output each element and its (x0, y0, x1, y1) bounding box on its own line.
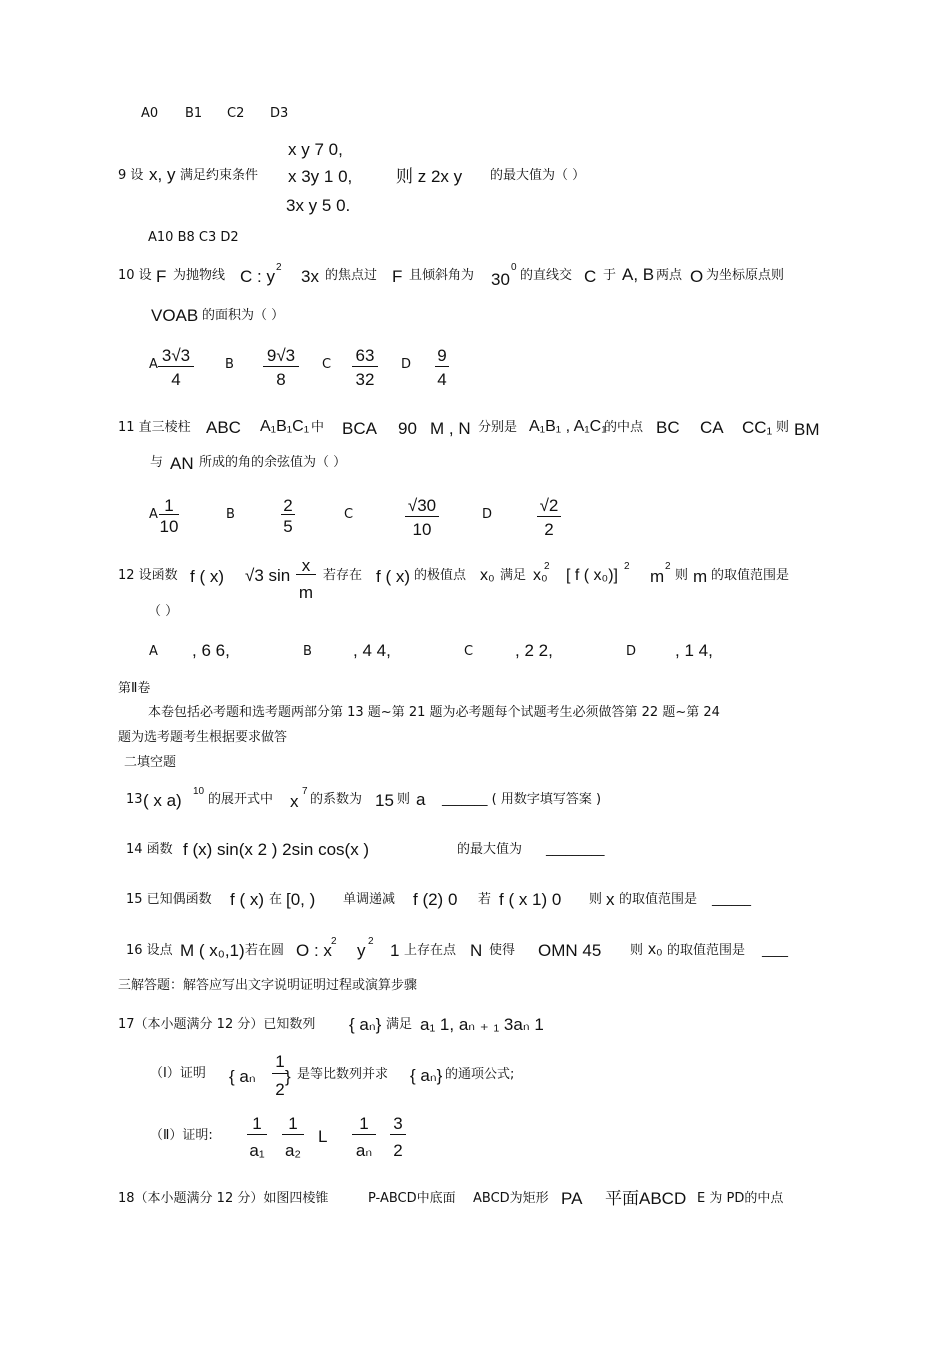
q10-option-d-bar (435, 366, 449, 367)
q15-interval: [0, ) (286, 890, 316, 909)
q16-text-a: 若在圆 (245, 943, 285, 958)
q17-part2-f3-bar (352, 1134, 376, 1135)
q17-recurrence: a₁ 1, aₙ ₊ ₁ 3aₙ 1 (420, 1015, 544, 1034)
q18-text-c: E 为 PD的中点 (697, 1191, 784, 1206)
q15-prefix: 15 已知偶函数 (126, 892, 212, 907)
q17-part2-f4-num: 3 (393, 1114, 403, 1133)
q16-x-exp: 2 (331, 936, 337, 947)
q10-c: C (584, 267, 597, 286)
q17-part2-dots: L (318, 1127, 328, 1146)
section-answer: 三解答题：解答应写出文字说明证明过程或演算步骤 (118, 978, 418, 993)
q17-part2-f2-num: 1 (288, 1114, 298, 1133)
q11-angle: BCA (342, 419, 377, 438)
q12-m2: m (650, 567, 665, 586)
q10-option-a-letter: A (149, 357, 158, 372)
q17-part1-frac-num: 1 (275, 1052, 285, 1071)
q10-prefix: 10 设 (118, 268, 152, 283)
q10-option-d-num: 9 (437, 346, 447, 365)
q13-value: 15 (375, 791, 394, 810)
q16-point: M ( x₀,1) (180, 941, 245, 960)
q10-text-b: 的焦点过 (325, 268, 378, 283)
q10-option-b-bar (263, 366, 299, 367)
q17-part1-text: 是等比数列并求 (297, 1067, 389, 1082)
q11-ca: CA (700, 418, 724, 437)
q12-option-b-letter: B (303, 644, 312, 659)
q17-part1-text2: 的通项公式; (445, 1067, 515, 1082)
q11-bm: BM (794, 420, 820, 439)
q16-y: y (357, 941, 366, 960)
q15-inequality: f ( x 1) 0 (499, 890, 562, 909)
part2-title: 第Ⅱ卷 (118, 681, 151, 696)
section-fill-in-blank: 二填空题 (124, 755, 177, 770)
q13-x-exp: 7 (302, 786, 308, 797)
q10-parabola-rhs: 3x (301, 267, 319, 286)
q8-option-c: C2 (227, 106, 245, 121)
q10-option-c-den: 32 (355, 370, 375, 389)
q11-option-a-den: 10 (159, 517, 179, 536)
q17-part2-f3-num: 1 (359, 1114, 369, 1133)
q17-part2-f2-den: a₂ (284, 1141, 302, 1160)
q9-vars: x, y (149, 165, 176, 184)
q17-part1-seq2: { aₙ} (410, 1066, 443, 1085)
q17-part2-f1-den: a₁ (249, 1141, 265, 1160)
q9-constraint-3: 3x y 5 0. (286, 196, 351, 215)
q10-option-b-den: 8 (276, 370, 286, 389)
q12-text-b: 的极值点 (414, 568, 467, 583)
q10-option-c-bar (352, 366, 378, 367)
q12-option-a: , 6 6, (192, 641, 230, 660)
q11-zhong: 中 (311, 420, 325, 435)
q16-x0: x₀ (648, 941, 663, 958)
q11-option-d-num: √2 (539, 496, 559, 515)
q9-prefix: 9 设 (118, 168, 144, 183)
q17-sequence: { aₙ} (349, 1015, 382, 1034)
q15-text-d: 则 (589, 892, 603, 907)
q14-text: 的最大值为 (457, 842, 523, 857)
q10-degree: 0 (511, 262, 517, 273)
q11-mn: M , N (430, 419, 471, 438)
q11-option-b-bar (281, 514, 295, 515)
q11-option-c-letter: C (344, 507, 354, 522)
q9-objective: 则 z 2x y (396, 167, 463, 186)
q14-prefix: 14 函数 (126, 842, 173, 857)
q11-prefix: 11 直三棱柱 (118, 420, 191, 435)
q10-option-a-den: 4 (171, 370, 181, 389)
q10-option-a-num: 3√3 (161, 346, 191, 365)
q12-option-a-letter: A (149, 644, 158, 659)
q17-part1-seq: { aₙ (229, 1067, 256, 1086)
q10-text-c: 且倾斜角为 (409, 268, 475, 283)
q18-prefix: 18（本小题满分 12 分）如图四棱锥 (118, 1191, 329, 1206)
q12-m2-exp: 2 (665, 561, 671, 572)
q18-text-b: ABCD为矩形 (473, 1191, 549, 1206)
q12-fx2: f ( x) (376, 567, 410, 586)
q10-option-d-den: 4 (437, 370, 447, 389)
q14-blank: _________ (546, 842, 605, 857)
q10-f2: F (392, 267, 403, 286)
q11-option-c-num: √30 (407, 496, 437, 515)
q11-option-d-bar (537, 516, 561, 517)
q10-text-a: 为抛物线 (173, 268, 226, 283)
q11-an: AN (170, 454, 194, 473)
q10-angle: 30 (491, 270, 510, 289)
q10-triangle: VOAB (151, 306, 199, 325)
q13-x: x (290, 792, 299, 811)
q12-x0sq: x₀ (533, 567, 548, 584)
q18-pa: PA (561, 1189, 583, 1208)
q11-option-d-letter: D (482, 507, 493, 522)
q12-option-c: , 2 2, (515, 641, 553, 660)
q15-text-a: 在 (269, 892, 283, 907)
q17-part2-f1-bar (247, 1134, 267, 1135)
q10-text-g: 为坐标原点则 (706, 268, 785, 283)
q17-part2-label: （Ⅱ）证明: (150, 1128, 213, 1143)
q17-part1-frac-den: 2 (275, 1080, 285, 1099)
q8-option-d: D3 (270, 106, 289, 121)
q12-x0: x₀ (480, 567, 495, 584)
q11-abc: ABC (206, 418, 241, 437)
q13-text-b: 的系数为 (310, 792, 363, 807)
q16-n: N (470, 941, 483, 960)
q10-option-c-num: 63 (355, 346, 375, 365)
q11-option-b-letter: B (226, 507, 235, 522)
q11-edges: A₁B₁ , A₁C₁ (529, 418, 607, 435)
q13-exp: 10 (193, 786, 205, 797)
q11-text-b: 的中点 (604, 420, 644, 435)
q13-binomial: ( x a) (143, 791, 182, 810)
q17-part1-brace: } (285, 1067, 291, 1086)
q16-y-exp: 2 (368, 936, 374, 947)
q10-option-c-letter: C (322, 357, 332, 372)
q13-number: 13 (126, 792, 143, 807)
q8-option-b: B1 (185, 106, 203, 121)
q12-text-c: 满足 (500, 568, 527, 583)
q15-f2: f (2) 0 (413, 890, 458, 909)
q15-text-c: 若 (478, 892, 492, 907)
q16-prefix: 16 设点 (126, 943, 173, 958)
q9-constraint-2: x 3y 1 0, (288, 167, 353, 186)
q12-frac-den: m (298, 583, 314, 602)
q12-option-d-letter: D (626, 644, 637, 659)
q15-x: x (606, 890, 615, 909)
q15-blank: ______ (712, 892, 751, 907)
q12-fx0: [ f ( x₀)] (566, 567, 618, 584)
q17-text-a: 满足 (386, 1017, 413, 1032)
q18-text-a: P-ABCD中底面 (368, 1191, 456, 1206)
q8-option-a: A0 (141, 106, 159, 121)
q12-fx: f ( x) (190, 567, 224, 586)
q9-constraint-1: x y 7 0, (288, 140, 343, 159)
q12-text-a: 若存在 (323, 568, 363, 583)
q11-text-c: 则 (776, 420, 790, 435)
q15-fx: f ( x) (230, 890, 264, 909)
q10-option-d-letter: D (401, 357, 412, 372)
q10-option-a-bar (158, 366, 194, 367)
q11-cc1: CC₁ (742, 418, 773, 437)
q10-o: O (690, 267, 704, 286)
q12-fx0-exp: 2 (624, 561, 630, 572)
q10-points: A, B (622, 265, 655, 284)
q13-a: a (416, 790, 426, 809)
q10-option-b-num: 9√3 (266, 346, 296, 365)
q11-text-a: 分别是 (478, 420, 518, 435)
q10-text-f: 两点 (656, 268, 683, 283)
q13-text-a: 的展开式中 (208, 792, 274, 807)
q9-options: A10 B8 C3 D2 (148, 230, 239, 245)
q12-option-b: , 4 4, (353, 641, 391, 660)
q16-angle: OMN 45 (538, 941, 602, 960)
q11-option-c-bar (405, 516, 439, 517)
q11-option-b-num: 2 (283, 496, 293, 515)
q16-one: 1 (390, 941, 400, 960)
q17-part2-f3-den: aₙ (355, 1141, 373, 1160)
q9-question: 的最大值为（ ） (490, 168, 586, 183)
q11-line2-a: 与 (150, 455, 164, 470)
q11-option-c-den: 10 (412, 520, 432, 539)
q11-option-a-bar (159, 514, 179, 515)
q10-text-d: 的直线交 (520, 268, 573, 283)
q11-a1b1c1: A₁B₁C₁ (260, 418, 310, 435)
q17-prefix: 17（本小题满分 12 分）已知数列 (118, 1017, 316, 1032)
q10-parabola: C : y (240, 267, 275, 286)
q11-ninety: 90 (398, 419, 417, 438)
q12-m: m (693, 567, 708, 586)
q11-option-d-den: 2 (544, 520, 554, 539)
q15-text-b: 单调递减 (343, 892, 396, 907)
q16-text-e: 的取值范围是 (667, 943, 746, 958)
q10-option-b-letter: B (225, 357, 234, 372)
q10-question: 的面积为（ ） (202, 308, 285, 323)
q11-option-a-letter: A (149, 507, 158, 522)
q17-part2-f4-bar (390, 1134, 406, 1135)
q12-option-d: , 1 4, (675, 641, 713, 660)
q12-text-d: 则 (675, 568, 689, 583)
part2-desc-1: 本卷包括必考题和选考题两部分第 13 题~第 21 题为必考题每个试题考生必须做答第 22 题~第 24 (148, 705, 720, 720)
q17-part2-f1-num: 1 (252, 1114, 262, 1133)
q12-text-e: 的取值范围是 (711, 568, 790, 583)
q17-part2-f4-den: 2 (393, 1141, 403, 1160)
q11-option-b-den: 5 (283, 517, 293, 536)
q12-x0sq-exp: 2 (544, 561, 550, 572)
q11-option-a-num: 1 (164, 496, 174, 515)
q12-sin: √3 sin (245, 566, 291, 585)
q13-blank: _______ ( 用数字填写答案 ) (442, 792, 602, 807)
q18-plane: 平面ABCD (605, 1189, 687, 1208)
q16-text-d: 则 (630, 943, 644, 958)
q11-bc: BC (656, 418, 680, 437)
q11-question: 所成的角的余弦值为（ ） (199, 455, 347, 470)
q16-blank: ____ (762, 943, 788, 958)
q9-text: 满足约束条件 (180, 168, 259, 183)
q15-text-e: 的取值范围是 (619, 892, 698, 907)
q17-part1-label: （Ⅰ）证明 (150, 1066, 206, 1081)
q10-text-e: 于 (603, 268, 617, 283)
q17-part2-f2-bar (282, 1134, 304, 1135)
part2-desc-2: 题为选考题考生根据要求做答 (118, 730, 288, 745)
q10-f: F (156, 267, 167, 286)
q12-frac-bar (296, 574, 316, 575)
q12-paren: （ ） (148, 604, 179, 619)
q12-frac-num: x (301, 556, 311, 575)
q10-parabola-exp: 2 (276, 262, 282, 273)
q12-option-c-letter: C (464, 644, 474, 659)
q16-circle: O : x (296, 941, 332, 960)
q16-text-c: 使得 (489, 943, 516, 958)
q16-text-b: 上存在点 (404, 943, 457, 958)
q14-function: f (x) sin(x 2 ) 2sin cos(x ) (183, 840, 370, 859)
q12-prefix: 12 设函数 (118, 568, 178, 583)
q13-text-c: 则 (397, 792, 411, 807)
